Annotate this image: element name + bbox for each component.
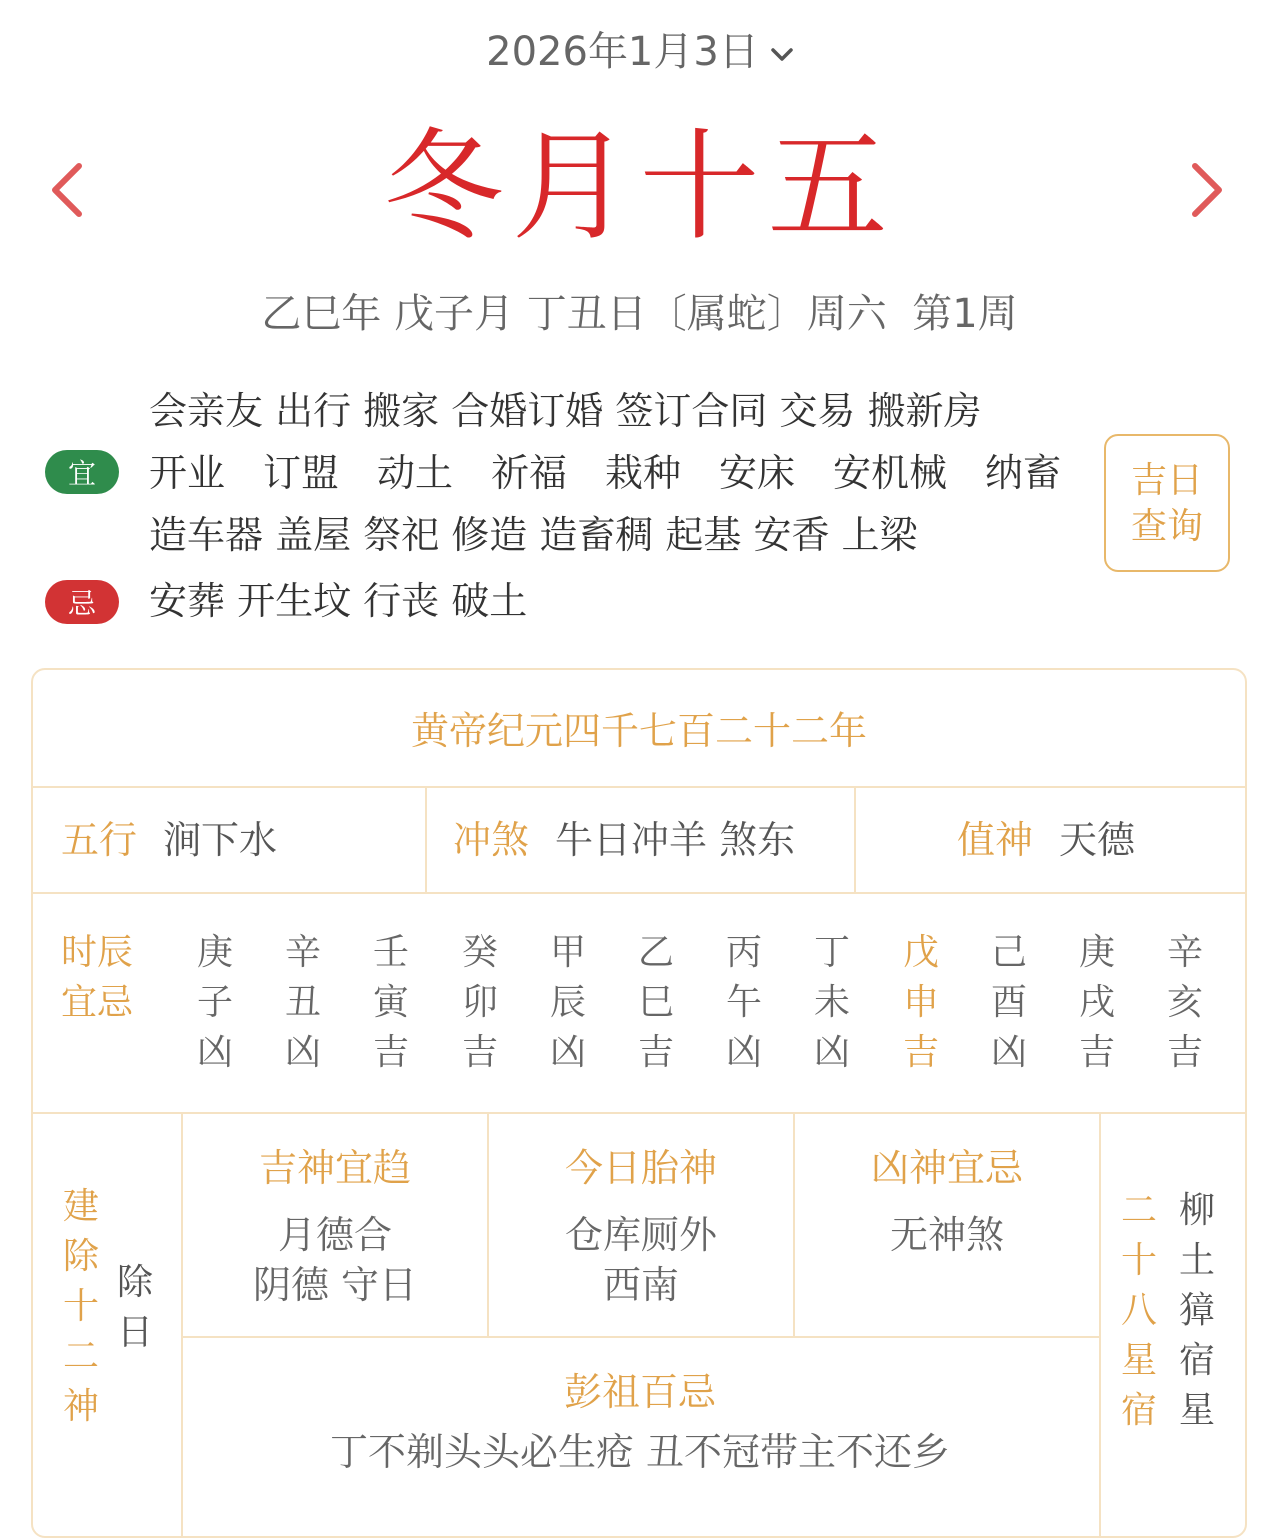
good-day-query-button[interactable] xyxy=(1104,434,1230,572)
jianchu-char: 除 xyxy=(62,1236,99,1277)
hour-luck: 吉 xyxy=(1166,1032,1203,1073)
hour-column xyxy=(802,928,862,1078)
jianchu-value-char: 除 xyxy=(116,1262,153,1303)
hour-branch: 子 xyxy=(196,982,233,1023)
hours-label-line: 时辰 xyxy=(61,932,134,973)
hour-branch: 亥 xyxy=(1166,982,1203,1023)
hour-branch: 申 xyxy=(902,982,939,1023)
stars28-value xyxy=(1177,1186,1217,1436)
fetal-god-title: 今日胎神 xyxy=(564,1146,717,1190)
week-number: 第1周 xyxy=(912,291,1018,337)
hour-branch: 辰 xyxy=(549,982,586,1023)
hour-stem: 壬 xyxy=(372,932,409,973)
yi-line: 开业 订盟 动土 祈福 栽种 安床 安机械 纳畜 xyxy=(149,451,1062,495)
hour-luck: 凶 xyxy=(196,1032,233,1073)
yi-line: 造车器 盖屋 祭祀 修造 造畜稠 起基 安香 上梁 xyxy=(149,513,918,557)
ji-section xyxy=(45,570,527,632)
hour-branch: 卯 xyxy=(461,982,498,1023)
good-gods-line: 月德合 xyxy=(277,1213,392,1257)
hour-column xyxy=(1067,928,1127,1078)
stars28-char: 宿 xyxy=(1120,1390,1157,1431)
stars28-char: 十 xyxy=(1120,1240,1157,1281)
lunar-date-title: 冬月十五 xyxy=(383,118,896,257)
wuxing-label: 五行 xyxy=(61,818,138,862)
hour-column xyxy=(185,928,245,1078)
hour-stem: 戊 xyxy=(902,932,939,973)
zhishen-label: 值神 xyxy=(957,818,1034,862)
stars28-label xyxy=(1119,1186,1159,1436)
date-text: 2026年1月3日 xyxy=(486,29,759,75)
hour-column xyxy=(979,928,1039,1078)
hour-stem: 辛 xyxy=(284,932,321,973)
hours-label xyxy=(61,928,133,1028)
hour-stem: 庚 xyxy=(196,932,233,973)
divider xyxy=(33,786,1245,788)
hour-luck: 凶 xyxy=(813,1032,850,1073)
wuxing-value: 涧下水 xyxy=(163,818,278,862)
hour-luck: 吉 xyxy=(372,1032,409,1073)
zhishen-cell xyxy=(957,810,1135,870)
divider xyxy=(33,892,1245,894)
hour-column xyxy=(538,928,598,1078)
hour-stem: 丁 xyxy=(813,932,850,973)
stars28-value-char: 星 xyxy=(1178,1390,1215,1431)
ji-line: 安葬 开生坟 行丧 破土 xyxy=(149,579,528,623)
date-picker[interactable] xyxy=(0,26,1279,80)
hour-luck: 凶 xyxy=(990,1032,1027,1073)
divider xyxy=(33,1112,1245,1114)
ji-list xyxy=(149,570,527,632)
hour-luck: 凶 xyxy=(284,1032,321,1073)
hour-branch: 巳 xyxy=(637,982,674,1023)
chongsha-label: 冲煞 xyxy=(453,818,530,862)
hour-luck: 吉 xyxy=(637,1032,674,1073)
hour-stem: 癸 xyxy=(461,932,498,973)
bad-gods-body xyxy=(795,1210,1099,1260)
hour-branch: 戌 xyxy=(1078,982,1115,1023)
hour-column xyxy=(361,928,421,1078)
hour-column xyxy=(891,928,951,1078)
fetal-god-body xyxy=(489,1210,793,1310)
bad-gods-title: 凶神宜忌 xyxy=(870,1146,1023,1190)
hour-column xyxy=(273,928,333,1078)
hour-branch: 寅 xyxy=(372,982,409,1023)
stars28-char: 星 xyxy=(1120,1340,1157,1381)
almanac-card xyxy=(31,668,1247,1538)
stars28-char: 八 xyxy=(1120,1290,1157,1331)
divider xyxy=(181,1336,1099,1338)
jianchu-char: 神 xyxy=(62,1386,99,1427)
ganzhi-line xyxy=(0,287,1279,341)
good-day-label-1: 吉日 xyxy=(1130,460,1203,501)
pengzu-title: 彭祖百忌 xyxy=(563,1370,716,1414)
stars28-value-char: 土 xyxy=(1178,1240,1215,1281)
hour-branch: 酉 xyxy=(990,982,1027,1023)
hour-stem: 丙 xyxy=(725,932,762,973)
good-day-label-2: 查询 xyxy=(1130,506,1203,547)
fetal-god-line: 仓库厕外 xyxy=(564,1213,717,1257)
hours-label-line: 宜忌 xyxy=(61,982,134,1023)
zhishen-value: 天德 xyxy=(1059,818,1136,862)
good-gods-body xyxy=(183,1210,487,1310)
stars28-value-char: 柳 xyxy=(1178,1190,1215,1231)
yi-section xyxy=(45,380,1061,566)
ganzhi-text: 乙巳年 戊子月 丁丑日〔属蛇〕周六 xyxy=(261,291,887,337)
hour-column xyxy=(626,928,686,1078)
hour-luck: 凶 xyxy=(549,1032,586,1073)
chongsha-value: 牛日冲羊 煞东 xyxy=(555,818,796,862)
hour-stem: 甲 xyxy=(549,932,586,973)
divider xyxy=(1099,1112,1101,1538)
hour-luck: 吉 xyxy=(461,1032,498,1073)
hour-luck: 吉 xyxy=(902,1032,939,1073)
yi-line: 会亲友 出行 搬家 合婚订婚 签订合同 交易 搬新房 xyxy=(149,389,982,433)
stars28-char: 二 xyxy=(1120,1190,1157,1231)
chevron-down-icon xyxy=(771,28,793,80)
jianchu-char: 二 xyxy=(62,1336,99,1377)
ji-badge: 忌 xyxy=(45,580,119,624)
good-gods-title: 吉神宜趋 xyxy=(258,1146,411,1190)
hour-stem: 辛 xyxy=(1166,932,1203,973)
stars28-value-char: 宿 xyxy=(1178,1340,1215,1381)
huangdi-era: 黄帝纪元四千七百二十二年 xyxy=(410,709,867,753)
hour-column xyxy=(450,928,510,1078)
hour-luck: 凶 xyxy=(725,1032,762,1073)
hour-branch: 未 xyxy=(813,982,850,1023)
hour-column xyxy=(714,928,774,1078)
chongsha-cell xyxy=(453,810,795,870)
bad-gods-line: 无神煞 xyxy=(889,1213,1004,1257)
divider xyxy=(425,786,427,892)
hour-stem: 己 xyxy=(990,932,1027,973)
yi-badge: 宜 xyxy=(45,450,119,494)
hour-luck: 吉 xyxy=(1078,1032,1115,1073)
hour-branch: 午 xyxy=(725,982,762,1023)
hour-branch: 丑 xyxy=(284,982,321,1023)
divider xyxy=(854,786,856,892)
wuxing-cell xyxy=(61,810,277,870)
hour-column xyxy=(1155,928,1215,1078)
jianchu-value-char: 日 xyxy=(116,1312,153,1353)
jianchu-char: 十 xyxy=(62,1286,99,1327)
stars28-value-char: 獐 xyxy=(1178,1290,1215,1331)
yi-list xyxy=(149,380,1061,566)
good-gods-line: 阴德 守日 xyxy=(252,1263,418,1307)
jianchu-label xyxy=(61,1182,101,1432)
fetal-god-line: 西南 xyxy=(602,1263,679,1307)
pengzu-text: 丁不剃头头必生疮 丑不冠带主不还乡 xyxy=(329,1430,951,1474)
hour-stem: 乙 xyxy=(637,932,674,973)
jianchu-value xyxy=(115,1258,155,1358)
hour-stem: 庚 xyxy=(1078,932,1115,973)
jianchu-char: 建 xyxy=(62,1186,99,1227)
